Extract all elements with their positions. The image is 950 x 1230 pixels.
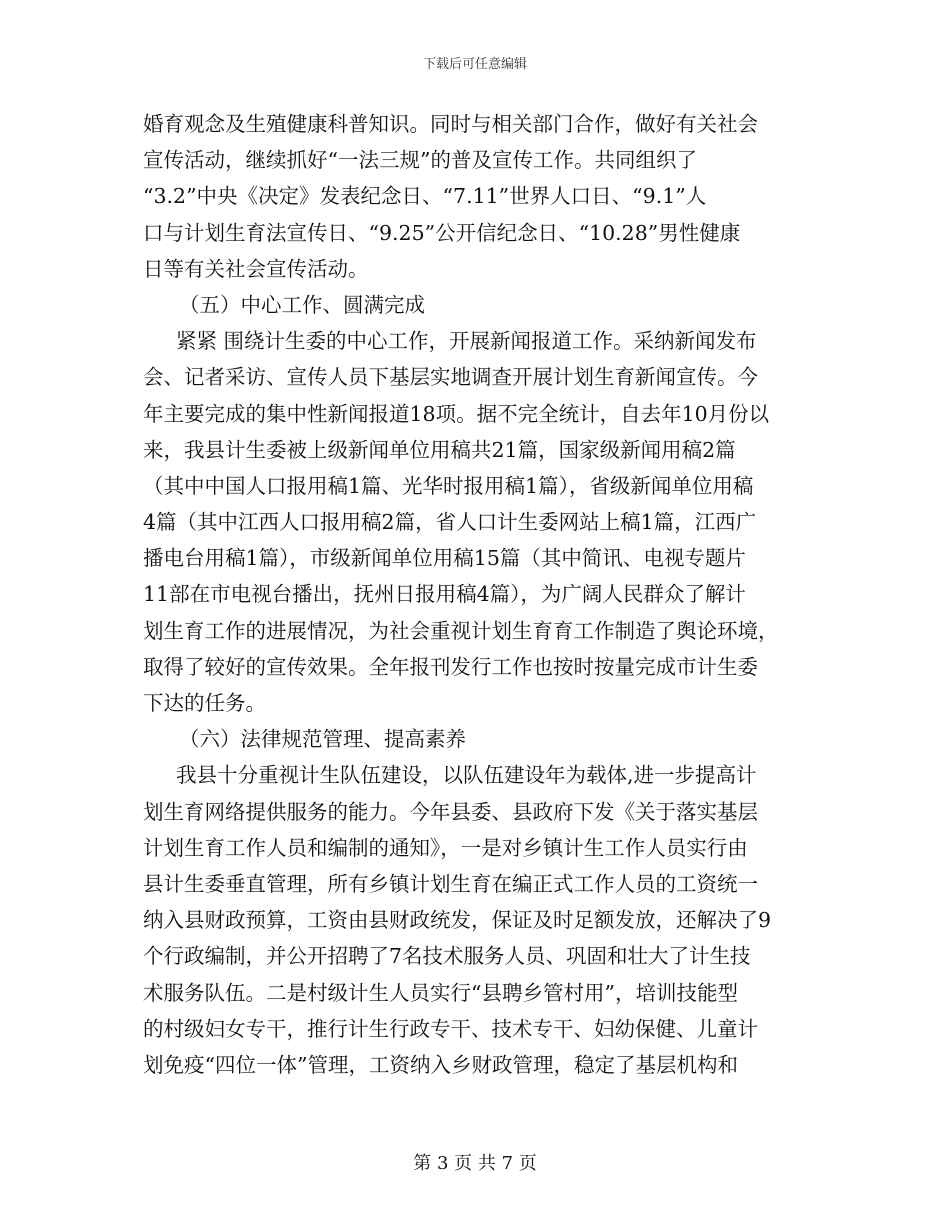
section-heading: （六）法律规范管理、提高素养 bbox=[179, 727, 466, 752]
section-heading: （五）中心工作、圆满完成 bbox=[179, 292, 425, 317]
text-line: 婚育观念及生殖健康科普知识。同时与相关部门合作，做好有关社会 bbox=[143, 112, 758, 136]
text-line: 口与计划生育法宣传日、“9.25”公开信纪念日、“10.28”男性健康 bbox=[143, 220, 741, 245]
text-line: 11部在市电视台播出，抚州日报用稿4篇），为广阔人民群众了解计 bbox=[143, 582, 746, 607]
text-line: 来，我县计生委被上级新闻单位用稿共21篇，国家级新闻用稿2篇 bbox=[143, 437, 736, 462]
text-line: （其中中国人口报用稿1篇、光华时报用稿1篇），省级新闻单位用稿 bbox=[143, 473, 754, 498]
text-line: 播电台用稿1篇），市级新闻单位用稿15篇（其中简讯、电视专题片 bbox=[143, 546, 746, 571]
text-line: 4篇（其中江西人口报用稿2篇，省人口计生委网站上稿1篇，江西广 bbox=[143, 510, 757, 535]
page-number: 第 3 页 共 7 页 bbox=[413, 1153, 537, 1174]
text-line: 术服务队伍。二是村级计生人员实行“县聘乡管村用”，培训技能型 bbox=[143, 980, 738, 1005]
text-line: 年主要完成的集中性新闻报道18项。据不完全统计，自去年10月份以 bbox=[143, 401, 770, 426]
text-line: 的村级妇女专干，推行计生行政专干、技术专干、妇幼保健、儿童计 bbox=[143, 1016, 758, 1041]
text-line: 日等有关社会宣传活动。 bbox=[143, 256, 369, 281]
text-line: 取得了较好的宣传效果。全年报刊发行工作也按时按量完成市计生委 bbox=[143, 654, 758, 679]
paragraph-first-line: 紧紧 围绕计生委的中心工作，开展新闻报道工作。采纳新闻发布 bbox=[176, 329, 757, 354]
document-body bbox=[143, 106, 811, 1083]
text-line: 划免疫“四位一体”管理，工资纳入乡财政管理，稳定了基层机构和 bbox=[143, 1052, 738, 1077]
text-line: 纳入县财政预算，工资由县财政统发，保证及时足额发放，还解决了9 bbox=[143, 908, 772, 933]
text-line: 宣传活动，继续抓好“一法三规”的普及宣传工作。共同组织了 bbox=[143, 148, 697, 173]
text-line: 个行政编制，并公开招聘了7名技术服务人员、巩固和壮大了计生技 bbox=[143, 944, 751, 969]
text-line: 下达的任务。 bbox=[143, 691, 266, 715]
text-line: “3.2”中央《决定》发表纪念日、“7.11”世界人口日、“9.1”人 bbox=[143, 184, 707, 209]
text-line: 划生育网络提供服务的能力。今年县委、县政府下发《关于落实基层 bbox=[143, 799, 758, 824]
paragraph-first-line: 我县十分重视计生队伍建设，以队伍建设年为载体,进一步提高计 bbox=[176, 763, 757, 788]
text-line: 划生育工作的进展情况，为社会重视计划生育育工作制造了舆论环境， bbox=[143, 618, 779, 643]
text-line: 会、记者采访、宣传人员下基层实地调查开展计划生育新闻宣传。今 bbox=[143, 365, 758, 390]
page-header: 下载后可任意编辑 bbox=[422, 57, 527, 72]
text-line: 县计生委垂直管理，所有乡镇计划生育在编正式工作人员的工资统一 bbox=[143, 871, 758, 896]
text-line: 计划生育工作人员和编制的通知》，一是对乡镇计生工作人员实行由 bbox=[143, 835, 748, 860]
